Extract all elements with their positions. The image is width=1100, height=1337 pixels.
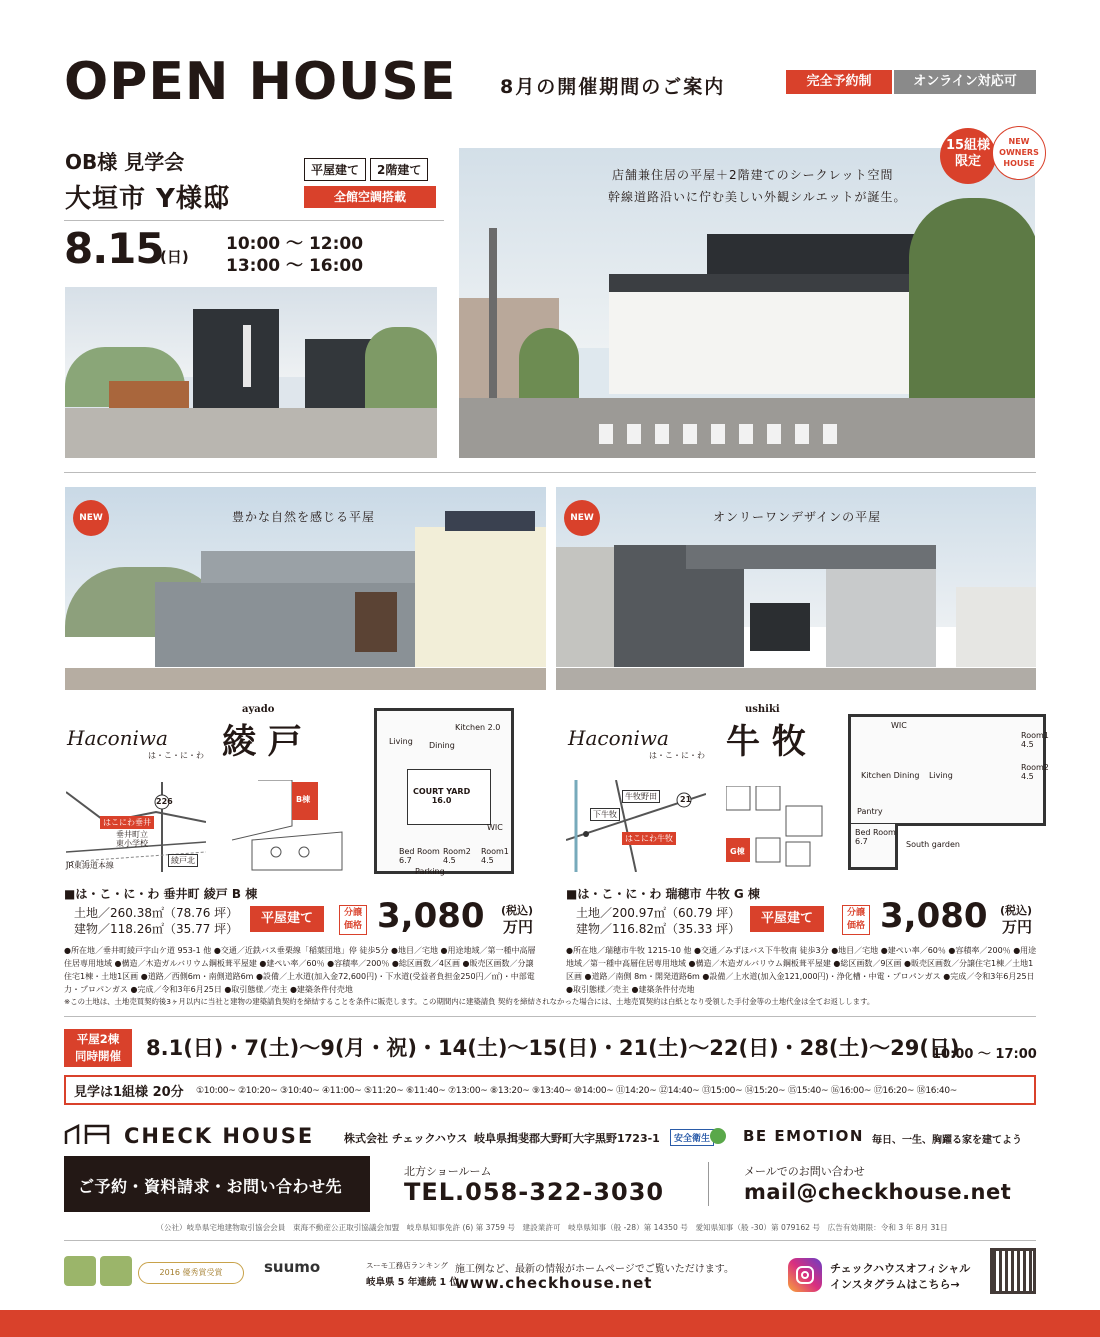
ushiki-price-label: 分譲 価格 [842, 905, 870, 935]
page-title: OPEN HOUSE [64, 52, 457, 112]
fp-courtyard: COURT YARD 16.0 [413, 787, 471, 805]
ushiki-price-unit: 万円 [1002, 918, 1033, 936]
ayado-building: 建物／118.26㎡（35.77 坪） [74, 922, 239, 936]
map-place: 綾戸北 [168, 854, 198, 867]
ushiki-price-tax: (税込) [1000, 904, 1033, 917]
limited-badge: 15組様 限定 [940, 128, 996, 184]
ayado-name: 綾 戸 [222, 722, 302, 762]
ayado-price-label: 分譲 価格 [339, 905, 367, 935]
ushiki-floor-plan [848, 714, 1049, 826]
safety-icon [710, 1128, 726, 1144]
company-name: 株式会社 チェックハウス [344, 1132, 468, 1145]
ob-house-photo-small [65, 287, 437, 458]
fp-room1: Room1 4.5 [1021, 731, 1049, 749]
ayado-brand: Haconiwa [67, 726, 168, 750]
ob-photo-caption-2: 幹線道路沿いに佇む美しい外観シルエットが誕生。 [608, 190, 907, 204]
ayado-land: 土地／260.38㎡（78.76 坪） [74, 906, 239, 920]
ayado-details: ●所在地／垂井町綾戸字山ケ道 953-1 他 ●交通／近鉄バス垂栗線「稲葉団地」停 徒歩5分 ●地目／宅地 ●用途地域／第一種中高層住居専用地域 ●構造／木造ガルバリウム鋼板葺平屋建 ●建ぺい率／60％ ●容積率／200％ ●総区画数／4区画 ●販売区画数／分譲住宅1棟・土地1区画 ●道路／西側6m・南側道路6m ●設備／上水道(加入金72,600円)・下水道(受益者負担金250円／㎡)・中部電力・プロパンガス ●完成／令和3年6月25日 ●取引態様／売主 ●建築条件付売地 [64, 946, 536, 994]
fp-pantry: Pantry [857, 807, 883, 816]
ushiki-heading: ■は・こ・に・わ 瑞穂市 牛牧 G 棟 [566, 887, 760, 901]
ayado-price: 3,080 [377, 896, 485, 936]
fp-living: Living [389, 737, 413, 746]
map-site-label: はこにわ牛牧 [622, 832, 676, 845]
ushiki-lot-map [726, 786, 826, 872]
company-address: 岐阜県揖斐郡大野町大字黒野1723-1 [474, 1132, 660, 1145]
footer-bar [0, 1310, 1100, 1337]
fp-parking: Parking [415, 867, 445, 876]
award-emblem-icon [100, 1256, 132, 1286]
map-place: 下牛牧 [590, 808, 620, 821]
tagline-jp: 毎日、一生、胸躍る家を建てよう [872, 1135, 1022, 1146]
instagram-label-2[interactable]: インスタグラムはこちら→ [830, 1278, 960, 1291]
ushiki-price: 3,080 [880, 896, 988, 936]
ob-photo-caption-1: 店舗兼住居の平屋＋2階建てのシークレット空間 [612, 168, 894, 182]
fp-room1: Room1 4.5 [481, 847, 509, 865]
reservation-badge: 完全予約制 [786, 70, 892, 94]
lot-b-label: B棟 [296, 795, 311, 804]
tag-two-story: 2階建て [370, 158, 428, 181]
lot-g-label: G棟 [730, 847, 745, 856]
ushiki-area-map [566, 780, 706, 872]
tagline-en: BE EMOTION [743, 1127, 864, 1145]
footnote: ※この土地は、土地売買契約後3ヶ月以内に当社と建物の建築請負契約を締結することを条件に販売します。この期間内に建築請負 契約を締結されなかった場合には、土地売買契約は白紙となり受領した手付金等の土地代金は全てお返しします。 [64, 997, 875, 1006]
award-text: 2016 優秀賞受賞 [138, 1262, 244, 1284]
ayado-brand-kana: は・こ・に・わ [148, 751, 204, 760]
map-school: 垂井町立 東小学校 [116, 830, 148, 848]
ushiki-lot-svg [726, 786, 826, 872]
ob-event-weekday: (日) [160, 248, 189, 266]
mail-label: メールでのお問い合わせ [744, 1165, 865, 1178]
fp-bedroom: Bed Room 6.7 [399, 847, 440, 865]
website-link[interactable]: www.checkhouse.net [455, 1274, 653, 1292]
divider [64, 1240, 1036, 1241]
ushiki-brand-kana: は・こ・に・わ [649, 751, 705, 760]
ayado-heading: ■は・こ・に・わ 垂井町 綾戸 B 棟 [64, 887, 258, 901]
map-station: JR東海道本線 [66, 861, 114, 870]
online-badge: オンライン対応可 [894, 70, 1036, 94]
fp-wic: WIC [891, 721, 907, 730]
ayado-lot-map [232, 780, 352, 872]
mail-address[interactable]: mail@checkhouse.net [744, 1180, 1012, 1204]
web-note: 施工例など、最新の情報がホームページでご覧いただけます。 [455, 1264, 734, 1275]
fp-living: Living [929, 771, 953, 780]
fp-dining: Dining [429, 741, 455, 750]
tag-air-conditioning: 全館空調搭載 [304, 186, 436, 208]
divider [64, 1016, 1036, 1017]
map-road-number: 226 [156, 797, 173, 806]
new-badge: NEW [73, 500, 109, 536]
divider [64, 472, 1036, 473]
license-info: （公社）岐阜県宅地建物取引協会会員 東海不動産公正取引協議会加盟 岐阜県知事免許 (6) 第 3759 号 建設業許可 岐阜県知事（般 -28）第 14350 号 愛知県知事（般 -30）第 079162 号 広告有効期限：令和 3 年 8月 31日 [156, 1223, 948, 1232]
ushiki-land: 土地／200.97㎡（60.79 坪） [576, 906, 741, 920]
ob-event-time-2: 13:00 ～ 16:00 [226, 256, 364, 276]
company-logo: CHECK HOUSE [124, 1124, 315, 1148]
ushiki-floor-plan-wing [848, 824, 898, 870]
ob-event-time-1: 10:00 ～ 12:00 [226, 234, 364, 254]
schedule-badge: 平屋2棟 同時開催 [64, 1029, 132, 1067]
map-site-label: はこにわ垂井 [100, 816, 154, 829]
ayado-romaji: ayado [242, 704, 275, 715]
ayado-floor-plan [374, 708, 514, 874]
ayado-caption: 豊かな自然を感じる平屋 [232, 510, 376, 524]
ayado-price-unit: 万円 [503, 918, 534, 936]
house-logo-icon [64, 1124, 110, 1146]
contact-label: ご予約・資料請求・お問い合わせ先 [78, 1177, 343, 1196]
contact-divider [708, 1162, 709, 1206]
fp-bedroom: Bed Room 6.7 [855, 828, 896, 846]
ushiki-name: 牛 牧 [726, 722, 806, 762]
ranking-label: スーモ工務店ランキング [366, 1261, 448, 1270]
schedule-dates: 8.1(日)・7(土)～9(月・祝)・14(土)～15(日)・21(土)～22(日)・28(土)～29(日) [146, 1036, 960, 1060]
timeslot-list: ①10:00~ ②10:20~ ③10:40~ ④11:00~ ⑤11:20~ ⑥11:40~ ⑦13:00~ ⑧13:20~ ⑨13:40~ ⑩14:00~ ⑪14:20~ ⑫14:40~ ⑬15:00~ ⑭15:20~ ⑮15:40~ ⑯16:00~ ⑰16:20~ ⑱16:40~ [196, 1086, 958, 1096]
award-emblem-icon [64, 1256, 96, 1286]
new-badge: NEW [564, 500, 600, 536]
ushiki-caption: オンリーワンデザインの平屋 [713, 510, 882, 524]
map-road-number: 21 [680, 795, 692, 804]
ushiki-romaji: ushiki [745, 704, 780, 715]
ob-event-date: 8.15 [64, 224, 164, 273]
qr-code-icon[interactable] [990, 1248, 1036, 1294]
ob-event-house: 大垣市 Y様邸 [65, 184, 230, 214]
ushiki-type-badge: 平屋建て [750, 906, 824, 932]
fp-south-garden: South garden [906, 840, 960, 849]
ushiki-building: 建物／116.82㎡（35.33 坪） [576, 922, 741, 936]
ayado-area-map [66, 782, 206, 872]
instagram-icon[interactable] [788, 1258, 822, 1292]
instagram-label-1: チェックハウスオフィシャル [830, 1262, 971, 1275]
fp-room2: Room2 4.5 [443, 847, 471, 865]
page-subtitle: 8月の開催期間のご案内 [500, 76, 726, 98]
ushiki-brand: Haconiwa [568, 726, 669, 750]
ayado-price-tax: (税込) [501, 904, 534, 917]
fp-room2: Room2 4.5 [1021, 763, 1049, 781]
suumo-logo: suumo [264, 1258, 321, 1276]
fp-kitchen: Kitchen 2.0 [455, 723, 501, 732]
map-station: 牛牧野田 [622, 790, 660, 803]
ayado-type-badge: 平屋建て [250, 906, 324, 932]
fp-wic: WIC [487, 823, 503, 832]
fp-kitchen-dining: Kitchen Dining [861, 771, 920, 780]
new-owners-house-badge: NEW OWNERS HOUSE [992, 126, 1046, 180]
safety-badge: 安全衛生 [670, 1129, 714, 1146]
showroom-label: 北方ショールーム [404, 1165, 492, 1178]
ranking-value: 岐阜県 5 年連続 1 位 [366, 1277, 459, 1288]
tag-one-story: 平屋建て [304, 158, 366, 181]
ayado-lot-svg [232, 780, 352, 872]
ob-event-label: OB様 見学会 [65, 150, 185, 174]
timeslot-label: 見学は1組様 20分 [74, 1085, 184, 1100]
ushiki-details: ●所在地／瑞穂市牛牧 1215-10 他 ●交通／みずほバス下牛牧南 徒歩3分 ●地目／宅地 ●建ぺい率／60％ ●容積率／200％ ●用途地域／第一種中高層住居専用地域 ●構造／木造ガルバリウム鋼板葺平屋建 ●総区画数／9区画 ●販売区画数／分譲住宅1棟／土地1区画 ●道路／南側 8m・開発道路6m ●設備／上水道(加入金121,000円)・浄化槽・中電・プロパンガス ●完成／令和3年6月25日 ●取引態様／売主 ●建築条件付売地 [566, 946, 1037, 994]
divider [64, 220, 444, 221]
schedule-hours: 10:00 ～ 17:00 [932, 1047, 1037, 1062]
phone-number[interactable]: TEL.058-322-3030 [404, 1178, 665, 1206]
